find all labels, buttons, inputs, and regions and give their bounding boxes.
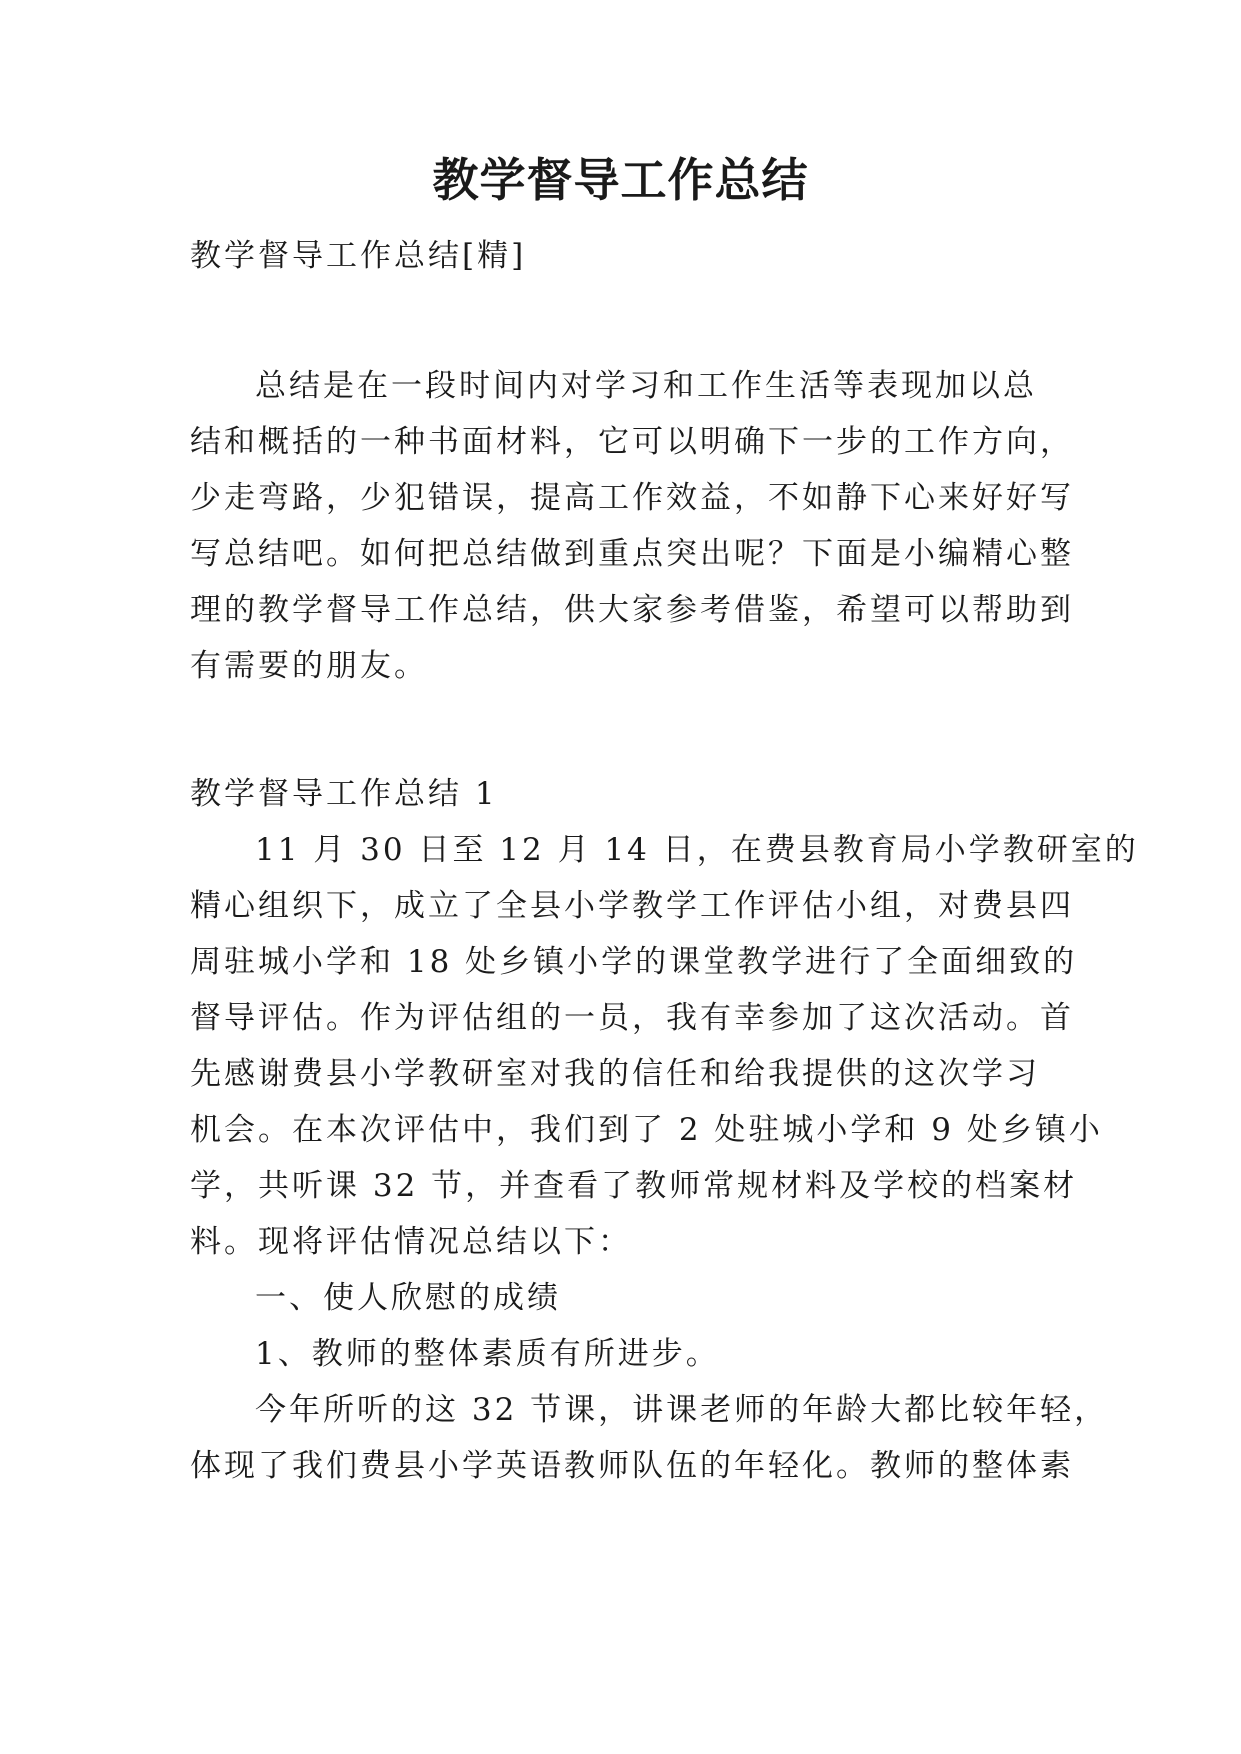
- document-subtitle: 教学督导工作总结[精]: [190, 238, 527, 274]
- section-line: 周驻城小学和 18 处乡镇小学的课堂教学进行了全面细致的: [190, 944, 1078, 980]
- intro-line: 少走弯路，少犯错误，提高工作效益，不如静下心来好好写: [190, 480, 1074, 516]
- section-line: 精心组织下，成立了全县小学教学工作评估小组，对费县四: [190, 888, 1074, 924]
- subheading: 1、教师的整体素质有所进步。: [255, 1336, 720, 1372]
- document-title: 教学督导工作总结: [432, 153, 809, 207]
- intro-line: 结和概括的一种书面材料，它可以明确下一步的工作方向，: [190, 424, 1074, 460]
- section-line: 料。现将评估情况总结以下：: [190, 1224, 632, 1260]
- paragraph-line: 体现了我们费县小学英语教师队伍的年轻化。教师的整体素: [190, 1448, 1074, 1484]
- section-line: 11 月 30 日至 12 月 14 日，在费县教育局小学教研室的: [255, 832, 1139, 868]
- section-line: 学，共听课 32 节，并查看了教师常规材料及学校的档案材: [190, 1168, 1078, 1204]
- intro-line: 总结是在一段时间内对学习和工作生活等表现加以总: [255, 368, 1037, 404]
- section-line: 机会。在本次评估中，我们到了 2 处驻城小学和 9 处乡镇小: [190, 1112, 1103, 1148]
- paragraph-line: 今年所听的这 32 节课，讲课老师的年龄大都比较年轻，: [255, 1392, 1109, 1428]
- subheading: 一、使人欣慰的成绩: [255, 1280, 561, 1316]
- intro-line: 写总结吧。如何把总结做到重点突出呢？下面是小编精心整: [190, 536, 1074, 572]
- intro-line: 理的教学督导工作总结，供大家参考借鉴，希望可以帮助到: [190, 592, 1074, 628]
- section-line: 督导评估。作为评估组的一员，我有幸参加了这次活动。首: [190, 1000, 1074, 1036]
- section-heading: 教学督导工作总结 1: [190, 776, 498, 812]
- intro-line: 有需要的朋友。: [190, 648, 428, 684]
- section-line: 先感谢费县小学教研室对我的信任和给我提供的这次学习: [190, 1056, 1040, 1092]
